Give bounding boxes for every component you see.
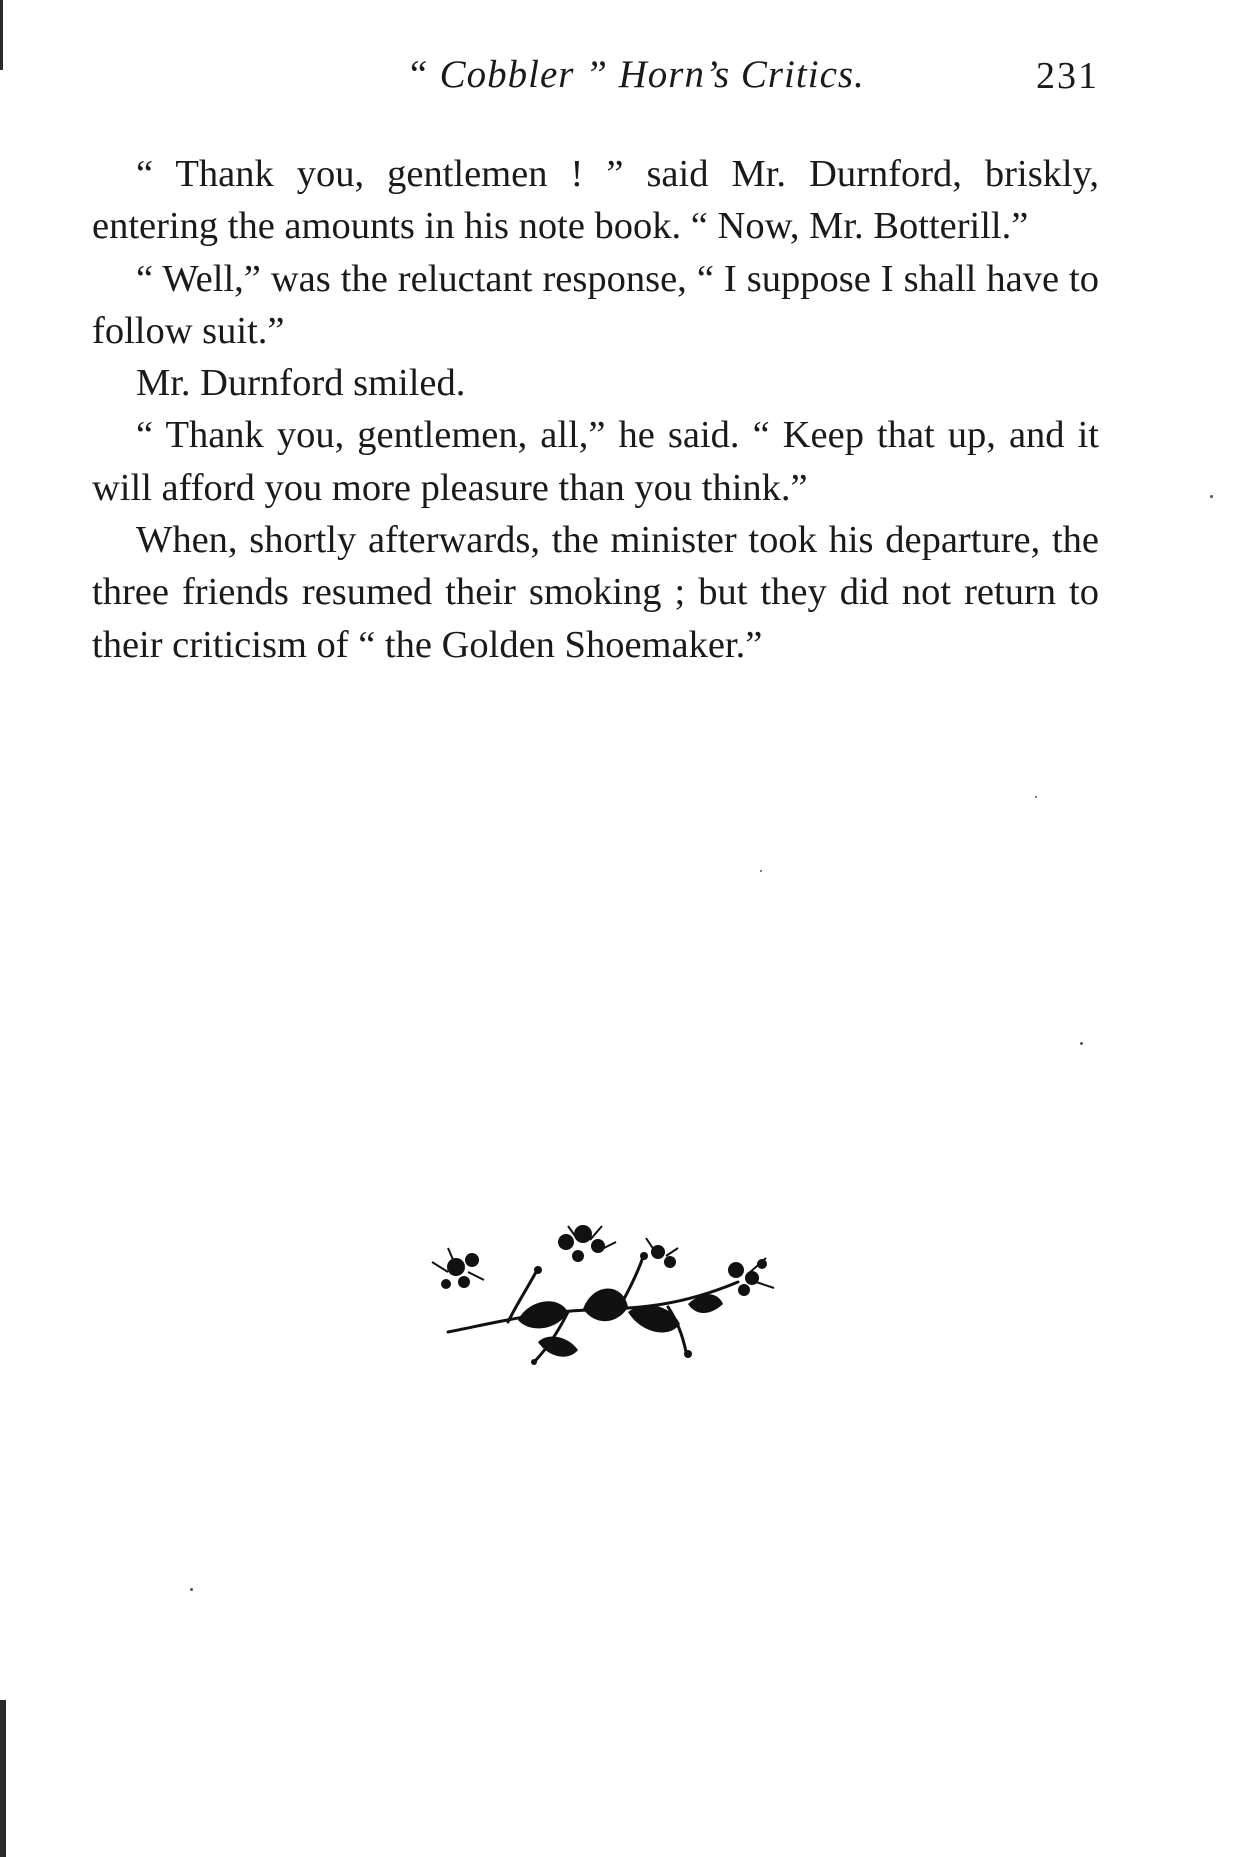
paragraph: “ Thank you, gentlemen, all,” he said. “ Keep that up, and it will afford you more pleasure than you think.” [92,414,1099,509]
scan-speck [1080,1042,1083,1045]
paragraph: “ Well,” was the reluctant response, “ I suppose I shall have to follow suit.” [92,257,1099,352]
paragraph: When, shortly afterwards, the minister took his departure, the three friends resumed their smoking ; but they did not return to their criticism of “ the Golden Shoemaker.” [92,519,1099,666]
page-header [92,52,1099,104]
running-title: “ Cobbler ” Horn’s Critics. [406,53,865,96]
body-text [92,148,1099,671]
page-number: 231 [1036,55,1099,97]
honeysuckle-ornament-icon [418,1212,788,1372]
scan-speck [190,1588,193,1591]
scan-edge-mark [0,1700,6,1857]
scan-speck [760,870,762,872]
paragraph: Mr. Durnford smiled. [136,362,466,405]
scan-edge-mark [0,0,3,70]
paragraph: “ Thank you, gentlemen ! ” said Mr. Durnford, briskly, entering the amounts in his note book. “ Now, Mr. Botterill.” [92,153,1099,248]
scan-speck [1035,796,1037,798]
scan-speck [1210,495,1213,498]
